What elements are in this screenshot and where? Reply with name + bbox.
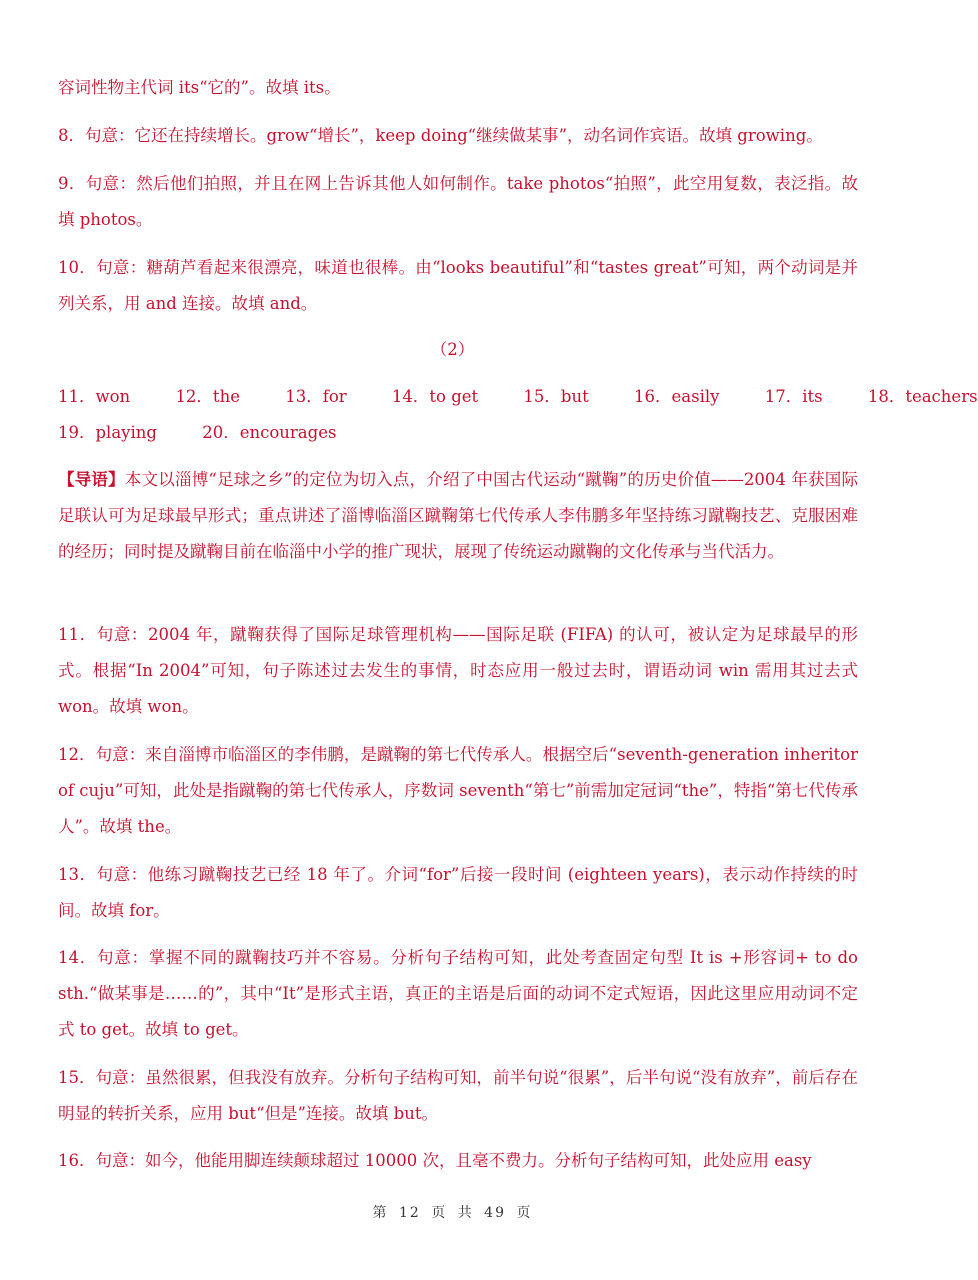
explanation-13: 13．句意：他练习蹴鞠技艺已经 18 年了。介词“for”后接一段时间 (eighteen years)，表示动作持续的时间。故填 for。 — [58, 865, 858, 920]
answer-17: 17．its — [764, 387, 823, 406]
footer-page-number: 12 — [398, 1205, 421, 1221]
footer-total-label: 共 — [457, 1205, 474, 1221]
answer-19: 19．playing — [58, 423, 157, 442]
daoyu-tag: 【导语】 — [58, 470, 125, 489]
answer-20: 20．encourages — [202, 423, 337, 442]
explanation-11: 11．句意：2004 年，蹴鞠获得了国际足球管理机构——国际足联 (FIFA) 的认可，被认定为足球最早的形式。根据“In 2004”可知，句子陈述过去发生的事情，时态应用一般过去时，谓语动词 win 需用其过去式 won。故填 won。 — [58, 625, 858, 716]
answer-16: 16．easily — [634, 387, 720, 406]
daoyu-paragraph — [58, 462, 858, 570]
section-label: （2） — [430, 340, 475, 359]
answer-18: 18．teachers — [867, 387, 978, 406]
explanation-9: 9．句意：然后他们拍照，并且在网上告诉其他人如何制作。take photos“拍照”，此空用复数，表泛指。故填 photos。 — [58, 174, 858, 229]
footer-total-unit: 页 — [516, 1205, 533, 1221]
daoyu-text: 本文以淄博“足球之乡”的定位为切入点，介绍了中国古代运动“蹴鞠”的历史价值——2004 年获国际足联认可为足球最早形式；重点讲述了淄博临淄区蹴鞠第七代传承人李伟鹏多年坚持练习蹴鞠技艺、克服困难的经历；同时提及蹴鞠目前在临淄中小学的推广现状，展现了传统运动蹴鞠的文化传承与当代活力。 — [58, 470, 859, 561]
answer-12: 12．the — [175, 387, 240, 406]
explanation-15: 15．句意：虽然很累，但我没有放弃。分析句子结构可知，前半句说“很累”，后半句说“没有放弃”，前后存在明显的转折关系，应用 but“但是”连接。故填 but。 — [58, 1068, 858, 1123]
footer-page-unit: 页 — [431, 1205, 448, 1221]
explanation-10: 10．句意：糖葫芦看起来很漂亮，味道也很棒。由“looks beautiful”和“tastes great”可知，两个动词是并列关系，用 and 连接。故填 and。 — [58, 258, 858, 313]
answer-key-row-2 — [58, 419, 376, 447]
explanation-14: 14．句意：掌握不同的蹴鞠技巧并不容易。分析句子结构可知，此处考查固定句型 It is +形容词+ to do sth.“做某事是……的”，其中“It”是形式主语，真正的主语是后面的动词不定式短语，因此这里应用动词不定式 to get。故填 to get。 — [58, 948, 858, 1039]
answer-key-row-1 — [58, 383, 978, 411]
answer-13: 13．for — [285, 387, 347, 406]
page-footer — [0, 1202, 905, 1222]
footer-total-number: 49 — [484, 1205, 506, 1221]
top-fragment: 容词性物主代词 its“它的”。故填 its。 — [58, 78, 341, 97]
answer-15: 15．but — [523, 387, 589, 406]
answer-14: 14．to get — [391, 387, 479, 406]
explanation-12: 12．句意：来自淄博市临淄区的李伟鹏，是蹴鞠的第七代传承人。根据空后“seventh-generation inheritor of cuju”可知，此处是指蹴鞠的第七代传承人，序数词 seventh“第七”前需加定冠词“the”，特指“第七代传承人”。故填 the。 — [58, 745, 858, 836]
explanation-8: 8．句意：它还在持续增长。grow“增长”，keep doing“继续做某事”，动名词作宾语。故填 growing。 — [58, 126, 823, 145]
footer-page-label: 第 — [372, 1205, 389, 1221]
explanation-16: 16．句意：如今，他能用脚连续颠球超过 10000 次，且毫不费力。分析句子结构可知，此处应用 easy — [58, 1151, 812, 1170]
answer-11: 11．won — [58, 387, 131, 406]
